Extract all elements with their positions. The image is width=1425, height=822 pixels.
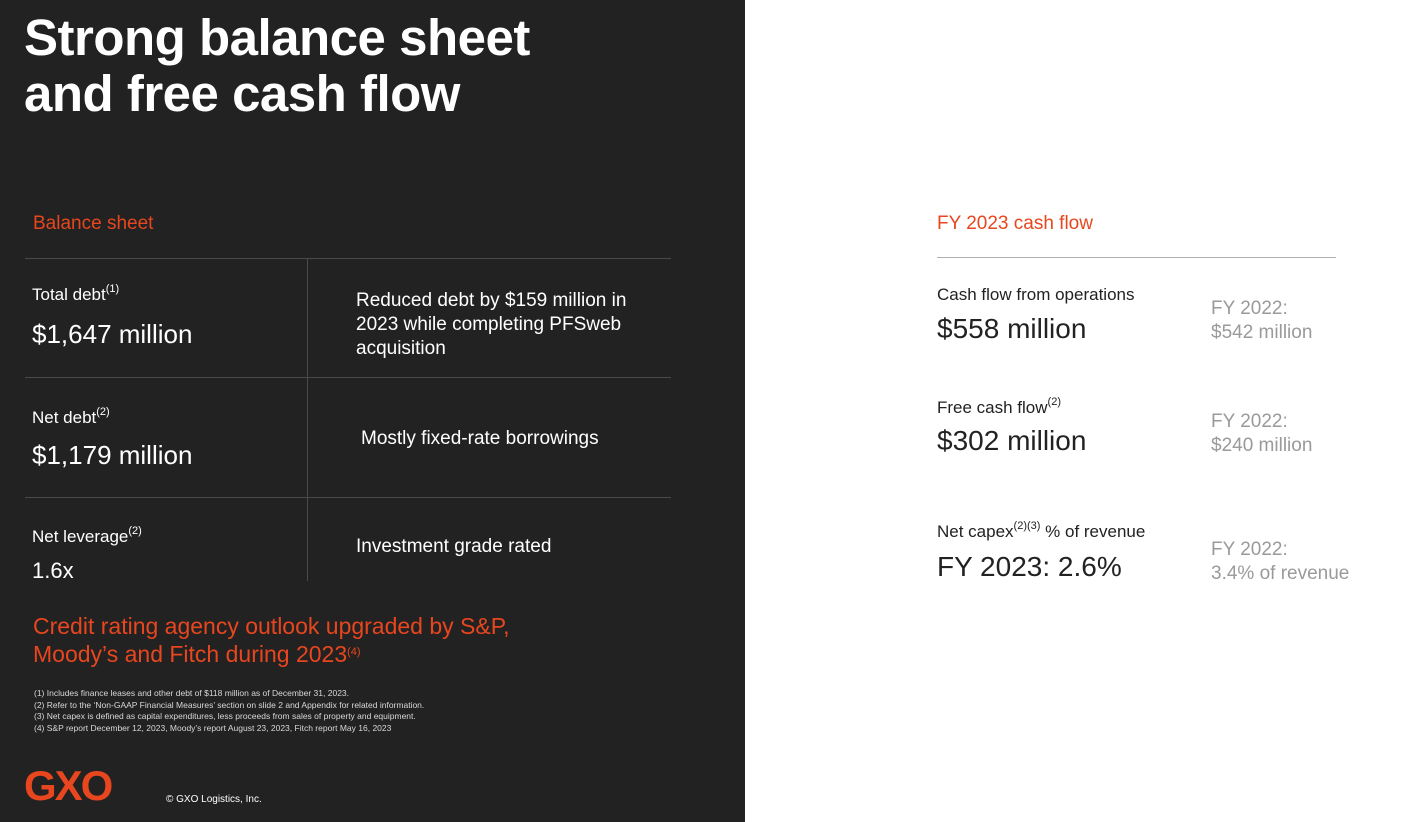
net-leverage-footnote-ref: (2) (128, 525, 142, 537)
net-capex-label (937, 522, 1145, 542)
net-capex-prior (1211, 538, 1349, 586)
total-debt-label-text: Total debt (32, 285, 106, 304)
net-leverage-label (32, 527, 142, 547)
prior-year-value: $240 million (1211, 435, 1313, 456)
cash-flow-operations-label-text: Cash flow from operations (937, 285, 1135, 304)
footnote: (1) Includes finance leases and other debt of $118 million as of December 31, 2023. (34, 688, 350, 698)
footnote: (4) S&P report December 12, 2023, Moody’s report August 23, 2023, Fitch report May 16, 2023 (34, 722, 392, 733)
table-divider (25, 258, 671, 259)
total-debt-footnote-ref: (1) (105, 283, 120, 295)
free-cash-flow-prior (1211, 410, 1312, 458)
table-column-divider (307, 258, 308, 581)
table-divider (25, 497, 671, 498)
prior-year-label: FY 2022: (1211, 539, 1288, 560)
prior-year-label: FY 2022: (1211, 298, 1288, 319)
credit-rating-text: Credit rating agency outlook upgraded by S&P, Moody’s and Fitch during 2023 (33, 613, 510, 667)
right-panel (745, 0, 1425, 822)
free-cash-flow-label (937, 398, 1061, 418)
free-cash-flow-label-text: Free cash flow (937, 398, 1048, 417)
prior-year-value: 3.4% of revenue (1211, 563, 1350, 584)
balance-sheet-heading: Balance sheet (33, 213, 154, 234)
page-title (24, 10, 530, 122)
net-capex-label-suffix: % of revenue (1040, 522, 1146, 541)
net-capex-value: FY 2023: 2.6% (937, 551, 1122, 582)
footnote: (3) Net capex is defined as capital expenditures, less proceeds from sales of property and equipment. (34, 711, 416, 721)
cash-flow-divider (937, 257, 1336, 258)
net-debt-label-text: Net debt (32, 408, 97, 427)
credit-rating-note (33, 612, 593, 668)
gxo-logo: GXO (24, 762, 112, 809)
cash-flow-operations-label (937, 285, 1134, 305)
prior-year-label: FY 2022: (1211, 411, 1288, 432)
net-leverage-value: 1.6x (32, 558, 74, 583)
net-leverage-label-text: Net leverage (32, 527, 129, 546)
total-debt-value: $1,647 million (32, 319, 193, 349)
footnote: (2) Refer to the ‘Non-GAAP Financial Measures’ section on slide 2 and Appendix for related information. (34, 699, 425, 710)
net-capex-label-text: Net capex (937, 522, 1014, 541)
cash-flow-operations-prior (1211, 297, 1312, 345)
net-debt-label (32, 408, 110, 428)
net-leverage-description: Investment grade rated (356, 536, 552, 557)
prior-year-value: $542 million (1211, 322, 1313, 343)
cash-flow-operations-value: $558 million (937, 313, 1087, 344)
net-debt-footnote-ref: (2) (96, 406, 110, 418)
title-line-2: and free cash flow (24, 65, 460, 122)
net-debt-value: $1,179 million (32, 440, 193, 470)
free-cash-flow-footnote-ref: (2) (1047, 396, 1061, 408)
footnotes (34, 688, 424, 734)
net-capex-footnote-ref: (2)(3) (1013, 520, 1041, 532)
table-divider (25, 377, 671, 378)
net-debt-description: Mostly fixed-rate borrowings (361, 428, 599, 449)
credit-footnote-ref: (4) (347, 646, 361, 658)
total-debt-label (32, 285, 119, 305)
free-cash-flow-value: $302 million (937, 425, 1087, 456)
total-debt-description: Reduced debt by $159 million in 2023 while completing PFSweb acquisition (356, 290, 627, 359)
copyright: © GXO Logistics, Inc. (166, 794, 262, 805)
title-line-1: Strong balance sheet (24, 9, 530, 66)
cash-flow-heading: FY 2023 cash flow (937, 213, 1093, 234)
